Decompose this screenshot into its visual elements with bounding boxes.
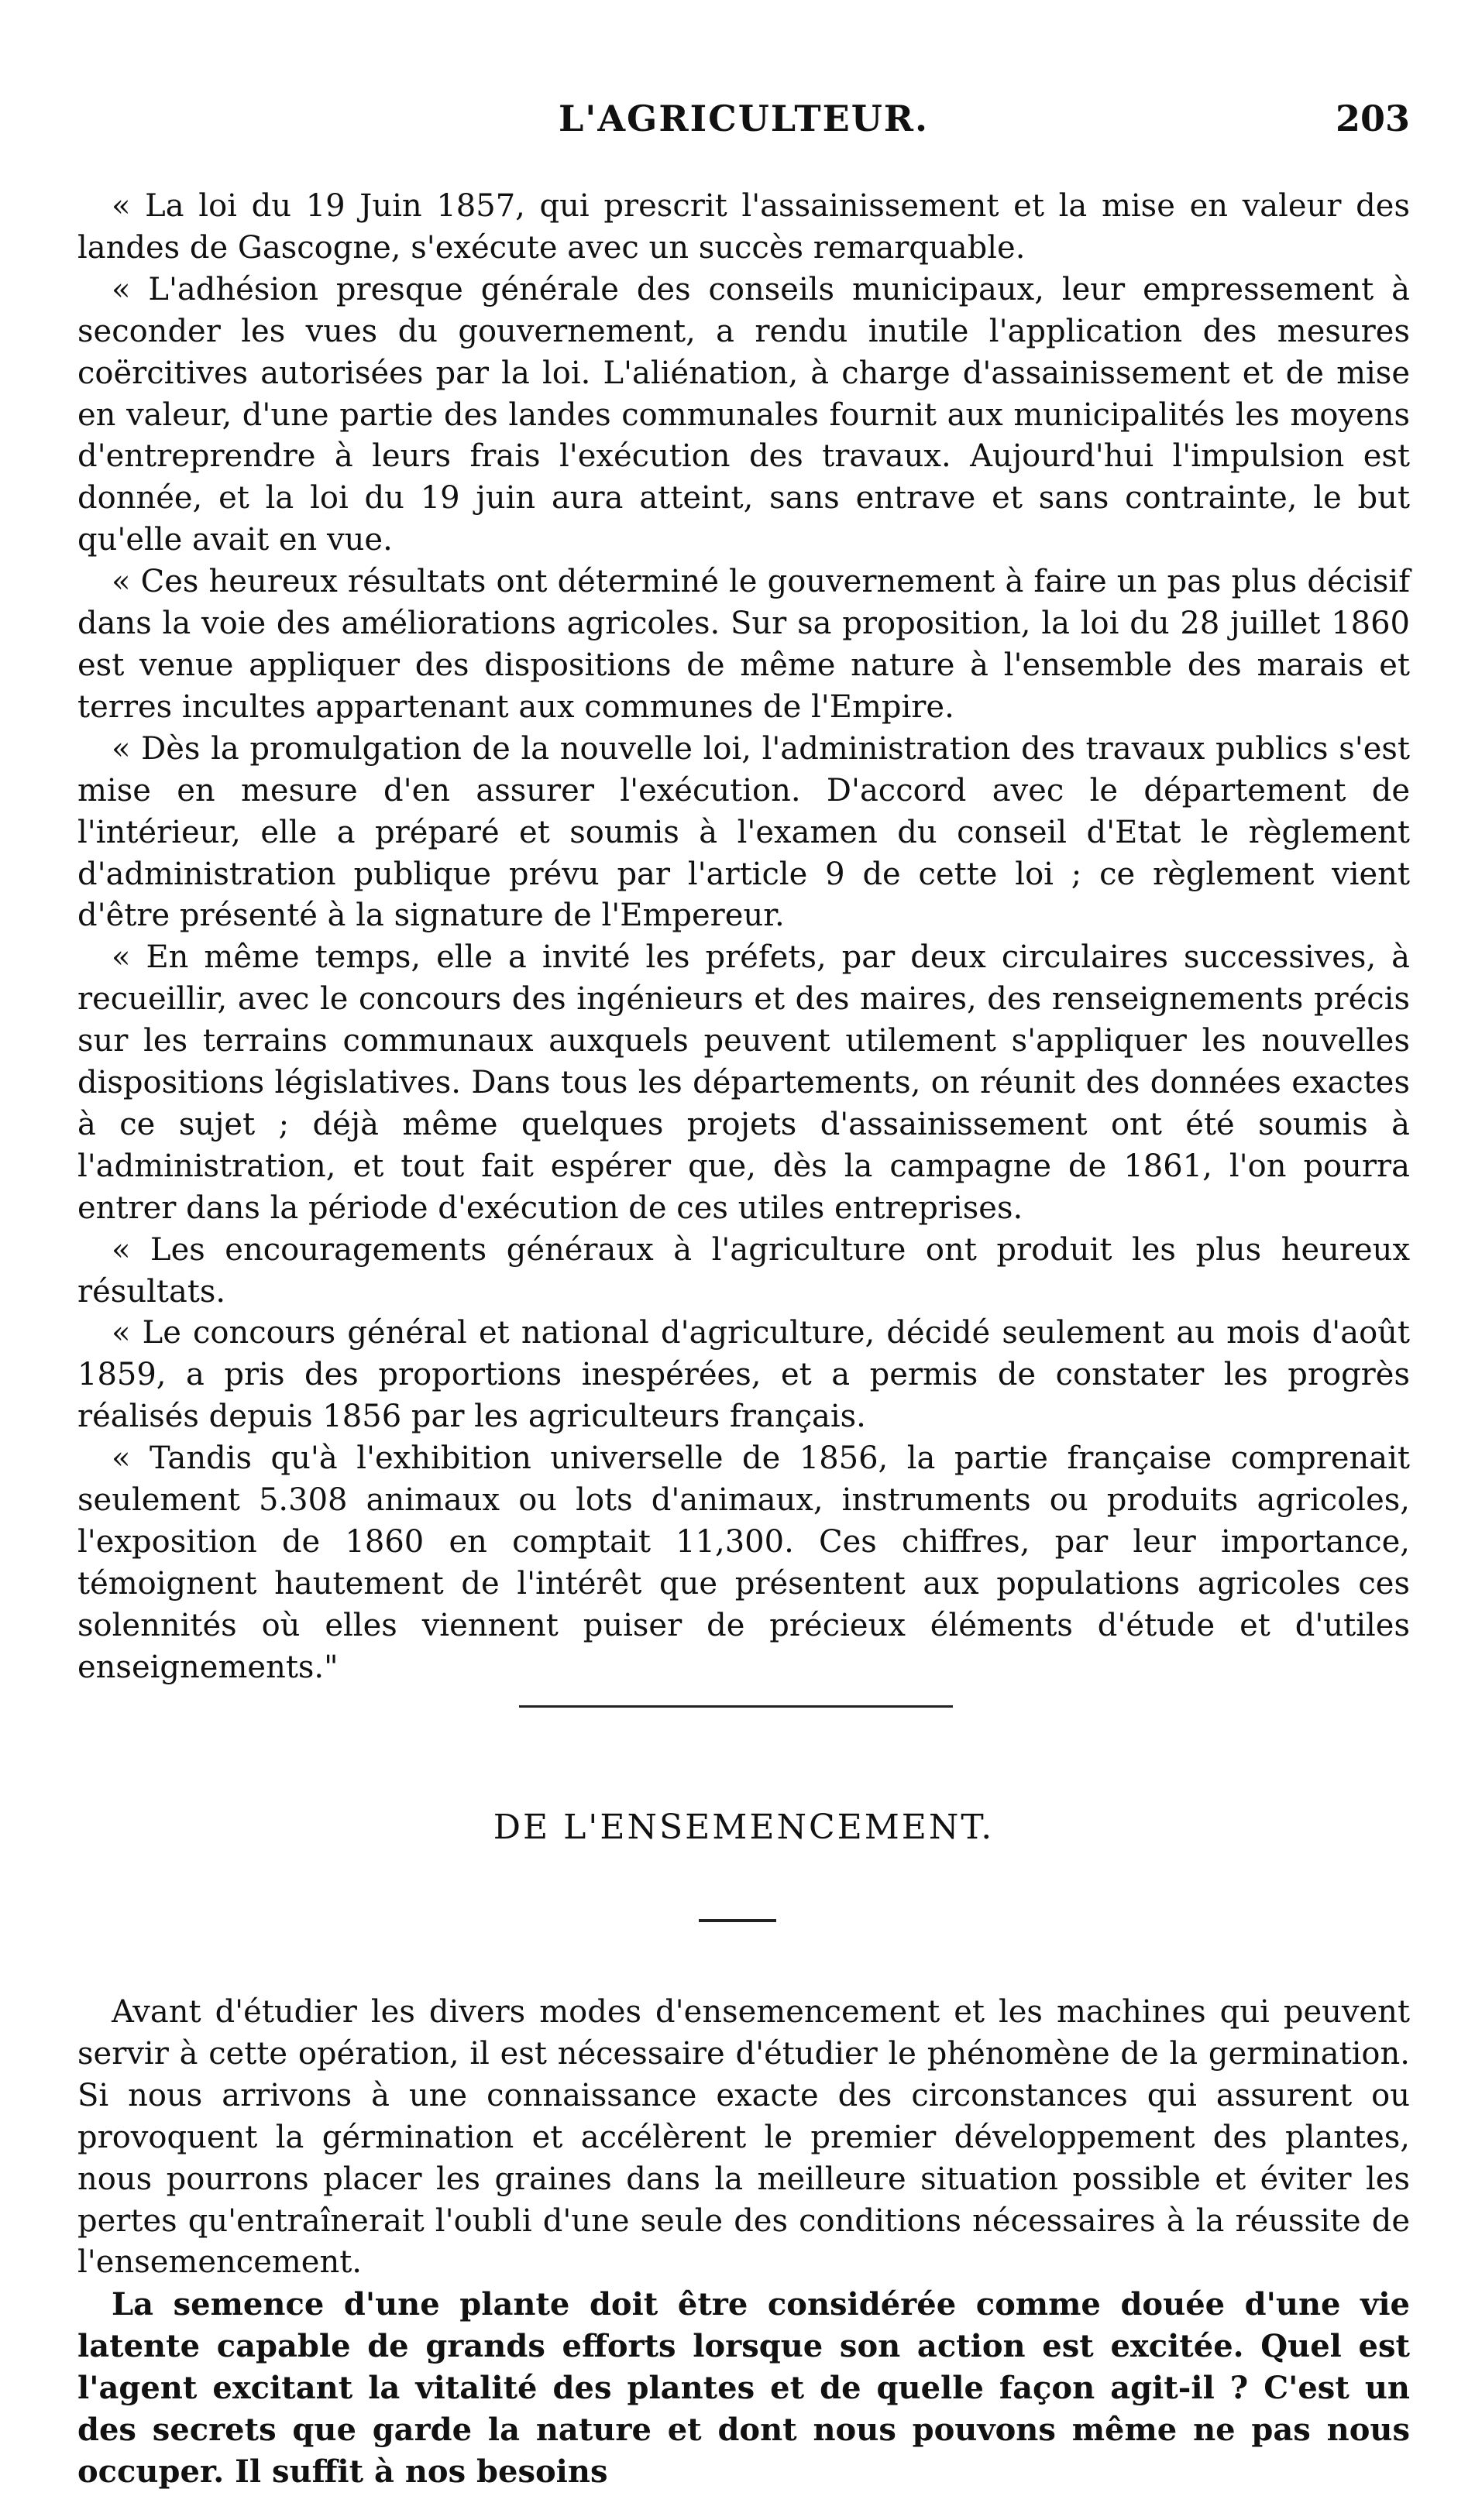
paragraph: « La loi du 19 Juin 1857, qui prescrit l'assainissement et la mise en valeur des landes de Gascogne, s'exécute avec un succès remarquable. (77, 188, 1410, 266)
running-title: L'AGRICULTEUR. (558, 98, 930, 139)
paragraph: « En même temps, elle a invité les préfets, par deux circulaires successives, à recueillir, avec le concours des ingénieurs et des maires, des renseignements précis sur les terrains communaux auxquels peuvent utilement s'appliquer les nouvelles dispositions législatives. Dans tous les départements, on réunit des données exactes à ce sujet ; déjà même quelques projets d'assainissement ont été soumis à l'administration, et tout fait espérer que, dès la campagne de 1861, l'on pourra entrer dans la période d'exécution de ces utiles entreprises. (77, 939, 1410, 1226)
section-title: DE L'ENSEMENCEMENT. (493, 1808, 995, 1847)
page-number: 203 (1335, 98, 1410, 139)
paragraph: « Tandis qu'à l'exhibition universelle de 1856, la partie française comprenait seulement 5.308 animaux ou lots d'animaux, instruments ou produits agricoles, l'exposition de 1860 en comptait 11,300. Ces chiffres, par leur importance, témoignent hautement de l'intérêt que présentent aux populations agricoles ces solennités où elles viennent puiser de précieux éléments d'étude et d'utiles enseignements." (77, 1440, 1410, 1685)
paragraph: « L'adhésion presque générale des conseils municipaux, leur empressement à seconder les vues du gouvernement, a rendu inutile l'application des mesures coërcitives autorisées par la loi. L'aliénation, à charge d'assainissement et de mise en valeur, d'une partie des landes communales fournit aux municipalités les moyens d'entreprendre à leurs frais l'exécution des travaux. Aujourd'hui l'impulsion est donnée, et la loi du 19 juin aura atteint, sans entrave et sans contrainte, le but qu'elle avait en vue. (77, 271, 1410, 558)
paragraph: Avant d'étudier les divers modes d'ensemencement et les machines qui peuvent servir à cette opération, il est nécessaire d'étudier le phénomène de la germination. Si nous arrivons à une connaissance exacte des circonstances qui assurent ou provoquent la gérmination et accélèrent le premier développement des plantes, nous pourrons placer les graines dans la meilleure situation possible et éviter les pertes qu'entraînerait l'oubli d'une seule des conditions nécessaires à la réussite de l'ensemencement. (77, 1994, 1410, 2281)
section-body-text (77, 1992, 1410, 2493)
paragraph: « Dès la promulgation de la nouvelle loi, l'administration des travaux publics s'est mise en mesure d'en assurer l'exécution. D'accord avec le département de l'intérieur, elle a préparé et soumis à l'examen du conseil d'Etat le règlement d'administration publique prévu par l'article 9 de cette loi ; ce règlement vient d'être présenté à la signature de l'Empereur. (77, 730, 1410, 934)
paragraph: « Ces heureux résultats ont déterminé le gouvernement à faire un pas plus décisif dans la voie des améliorations agricoles. Sur sa proposition, la loi du 28 juillet 1860 est venue appliquer des dispositions de même nature à l'ensemble des marais et terres incultes appartenant aux communes de l'Empire. (77, 564, 1410, 725)
title-underline-rule (699, 1919, 776, 1922)
section-divider-rule (519, 1705, 953, 1708)
quoted-report-text (77, 186, 1410, 1689)
paragraph: « Les encouragements généraux à l'agriculture ont produit les plus heureux résultats. (77, 1231, 1410, 1310)
running-head (77, 91, 1410, 161)
paragraph: « Le concours général et national d'agriculture, décidé seulement au mois d'août 1859, a pris des proportions inespérées, et a permis de constater les progrès réalisés depuis 1856 par les agriculteurs français. (77, 1315, 1410, 1435)
paragraph: La semence d'une plante doit être considérée comme douée d'une vie latente capable de grands efforts lorsque son action est excitée. Quel est l'agent excitant la vitalité des plantes et de quelle façon agit-il ? C'est un des secrets que garde la nature et dont nous pouvons même ne pas nous occuper. Il suffit à nos besoins (77, 2286, 1410, 2490)
